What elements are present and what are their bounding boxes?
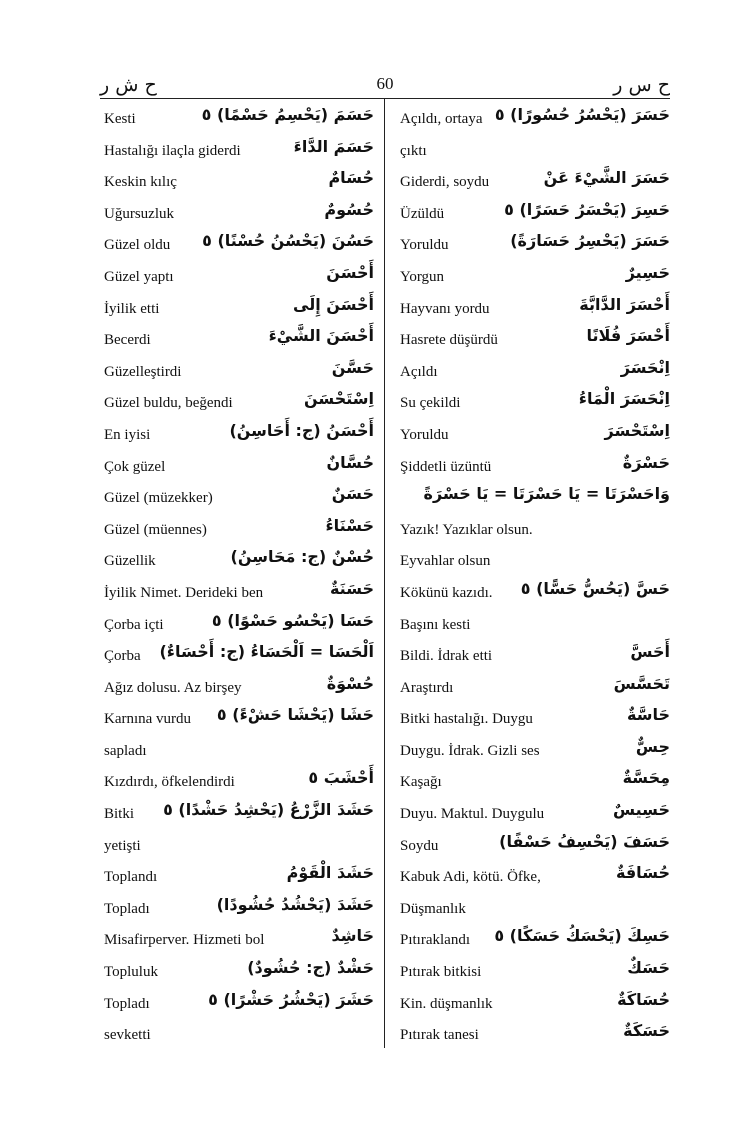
entry-translation: Bitki [104,806,135,823]
entry-translation: Düşmanlık [400,900,466,917]
entry-arabic: حَسَرَ الشَّيْءَ عَنْ [543,168,670,188]
entry-translation: sevketti [104,1027,151,1044]
entry-arabic: حُسَّانٌ [326,452,374,472]
right-column [400,104,670,1052]
entry-arabic: حِسٌّ [635,736,670,756]
dictionary-entry [104,767,374,799]
entry-translation: Hastalığı ilaçla giderdi [104,142,241,159]
entry-arabic: حَسَنَةٌ [329,578,374,598]
dictionary-entry [104,104,374,136]
entry-arabic: حَسَمَ الدَّاءَ [293,136,374,156]
entry-arabic: حَاسَّةٌ [627,705,670,725]
dictionary-entry [104,799,374,831]
entry-translation: Güzel (müzekker) [104,490,213,507]
entry-arabic: أَحْسَرَ فُلَانًا [586,326,670,346]
entry-translation: Becerdi [104,332,151,349]
dictionary-entry [104,989,374,1021]
page-number: 60 [376,74,394,93]
dictionary-entry [400,989,670,1021]
entry-arabic: حَسَرَ (يَحْسِرُ حَسَارَةً) [510,231,670,251]
entry-translation: Misafirperver. Hizmeti bol [104,932,265,949]
entry-arabic: حَسِيسٌ [613,800,670,820]
entry-arabic: اِنْحَسَرَ [620,357,670,377]
dictionary-entry [400,452,670,484]
entry-translation: Güzellik [104,553,156,570]
dictionary-entry [400,610,670,642]
entry-translation: Üzüldü [400,205,445,222]
entry-translation: Kesti [104,111,136,127]
entry-translation: Şiddetli üzüntü [400,458,492,475]
entry-arabic: حَاشِدٌ [331,926,374,946]
entry-translation: Çorba içti [104,616,164,633]
dictionary-entry [104,831,374,863]
entry-arabic: حَشَرَ (يَحْشُرُ حَشْرًا) ٥ [208,989,374,1009]
entry-arabic: حَشَدَ الزَّرْعُ (يَحْشِدُ حَشْدًا) ٥ [163,800,374,820]
entry-arabic: أَحَسَّ [630,642,670,662]
entry-arabic: أَحْسَرَ الدَّابَّةَ [579,294,670,314]
entry-translation: sapladı [104,742,147,759]
entry-arabic: اِسْتَحْسَرَ [604,420,670,440]
dictionary-entry [400,199,670,231]
entry-translation: Topluluk [104,964,158,981]
entry-arabic: أَحْسَنَ إِلَى [293,294,374,314]
entry-translation: Karnına vurdu [104,711,192,728]
entry-arabic: أَحْسَنُ (ج: أَحَاسِنُ) [229,420,374,440]
entry-translation: Güzelleştirdi [104,363,182,380]
entry-translation: çıktı [400,142,427,159]
entry-translation: Güzel (müennes) [104,521,207,538]
dictionary-entry [400,704,670,736]
header-rule [100,98,670,99]
dictionary-entry [104,578,374,610]
entry-arabic: حَسَّنَ [331,357,374,377]
entry-arabic: حُسَاكَةٌ [617,989,670,1009]
dictionary-entry [104,546,374,578]
dictionary-entry [104,357,374,389]
entry-translation: En iyisi [104,426,151,443]
entry-arabic: حَسِرَ (يَحْسَرُ حَسَرًا) ٥ [504,199,670,219]
entry-arabic: حَسَرَ (يَحْسُرُ حُسُورًا) ٥ [494,105,670,124]
entry-translation: Uğursuzluk [104,205,174,222]
entry-arabic: حَسَّ (يَحُسُّ حَسًّا) ٥ [520,578,670,598]
entry-translation: Açıldı, ortaya [400,111,483,127]
entry-translation: Kökünü kazıdı. [400,584,493,601]
entry-arabic: حُسَافَةٌ [616,863,670,883]
entry-translation: Açıldı [400,363,438,380]
dictionary-entry [400,136,670,168]
entry-arabic: تَحَسَّسَ [613,673,670,693]
dictionary-entry [104,199,374,231]
entry-translation: Topladı [104,900,150,917]
dictionary-entry [400,483,670,515]
dictionary-entry [400,357,670,389]
entry-arabic: حَشَا (يَحْشَا حَشْءً) ٥ [216,705,374,725]
header-left-letters: ح ش ر [100,74,157,96]
entry-translation: Toplandı [104,869,158,886]
entry-translation: Hasrete düşürdü [400,332,498,349]
entry-arabic: حَسَمَ (يَحْسِمُ حَسْمًا) ٥ [201,105,374,124]
dictionary-entry [104,925,374,957]
entry-translation: Pıtırak tanesi [400,1027,479,1044]
entry-arabic: مِحَسَّةٌ [622,768,670,788]
entry-arabic: حَشَدَ (يَحْشُدُ حُشُودًا) [216,894,374,914]
dictionary-entry [104,862,374,894]
entry-translation: Hayvanı yordu [400,300,490,317]
entry-translation: Bildi. İdrak etti [400,648,493,665]
entry-translation: Pıtırak bitkisi [400,964,482,981]
dictionary-entry [104,957,374,989]
dictionary-entry [104,483,374,515]
dictionary-entry [400,925,670,957]
dictionary-entry [104,673,374,705]
entry-translation: Kabuk Adi, kötü. Öfke, [400,869,541,886]
dictionary-entry [400,167,670,199]
dictionary-entry [400,420,670,452]
entry-arabic: أَحْسَنَ الشَّيْءَ [268,326,374,346]
header-right-letters: ح س ر [613,74,670,96]
dictionary-entry [104,167,374,199]
entry-translation: Duygu. İdrak. Gizli ses [400,742,540,759]
page-header [100,74,670,96]
dictionary-entry [400,515,670,547]
dictionary-entry [400,325,670,357]
dictionary-entry [400,767,670,799]
entry-arabic: حَشَدَ الْقَوْمُ [286,863,374,883]
dictionary-entry [400,578,670,610]
entry-arabic: حَسَكَةٌ [623,1021,670,1041]
entry-translation: Güzel oldu [104,237,171,254]
entry-arabic: حُسْوَةٌ [326,673,374,693]
entry-arabic: حَسَنٌ [331,484,374,504]
entry-translation: Yoruldu [400,426,449,443]
dictionary-entry [400,104,670,136]
entry-translation: Yorgun [400,268,445,285]
entry-arabic: أَحْسَنَ [326,262,374,282]
entry-translation: Giderdi, soydu [400,174,490,191]
dictionary-entry [104,294,374,326]
entry-translation: Soydu [400,837,439,854]
entry-arabic: وَاحَسْرَتَا = يَا حَسْرَتَا = يَا حَسْرَةً [423,484,670,504]
dictionary-entry [400,894,670,926]
entry-arabic: حُسْنٌ (ج: مَحَاسِنُ) [230,547,374,567]
entry-translation: Çorba [104,648,141,665]
column-divider [384,98,385,1048]
dictionary-entry [104,452,374,484]
entry-arabic: حَسْرَةٌ [622,452,670,472]
entry-arabic: حَسْنَاءُ [325,515,374,535]
entry-translation: İyilik etti [104,300,160,317]
dictionary-entry [400,831,670,863]
dictionary-entry [400,673,670,705]
dictionary-entry [104,325,374,357]
dictionary-entry [104,1020,374,1052]
dictionary-entry [400,799,670,831]
dictionary-entry [400,862,670,894]
dictionary-entry [400,388,670,420]
entry-translation: Kin. düşmanlık [400,995,493,1012]
dictionary-entry [104,641,374,673]
dictionary-entry [104,704,374,736]
entry-translation: Yoruldu [400,237,449,254]
entry-translation: Eyvahlar olsun [400,553,491,570]
entry-translation: Keskin kılıç [104,174,177,191]
dictionary-entry [104,736,374,768]
entry-translation: Pıtıraklandı [400,932,470,949]
entry-translation: Su çekildi [400,395,461,412]
entry-translation: Güzel yaptı [104,268,174,285]
dictionary-entry [400,641,670,673]
dictionary-entry [104,230,374,262]
entry-arabic: حُسَامٌ [328,168,374,188]
dictionary-entry [400,1020,670,1052]
dictionary-entry [104,894,374,926]
entry-translation: Araştırdı [400,679,454,696]
dictionary-entry [104,388,374,420]
entry-arabic: اِسْتَحْسَنَ [304,389,374,409]
entry-translation: Yazık! Yazıklar olsun. [400,521,533,538]
dictionary-entry [400,546,670,578]
entry-translation: Topladı [104,995,150,1012]
entry-translation: Kızdırdı, öfkelendirdi [104,774,235,791]
entry-translation: Güzel buldu, beğendi [104,395,233,412]
entry-arabic: حَشْدٌ (ج: حُشُودٌ) [247,958,374,978]
entry-arabic: اِنْحَسَرَ الْمَاءُ [578,389,670,409]
dictionary-entry [400,262,670,294]
entry-arabic: حَسَكٌ [627,958,670,978]
entry-translation: Bitki hastalığı. Duygu [400,711,533,728]
entry-translation: Ağız dolusu. Az birşey [104,679,242,696]
entry-arabic: أَحْشَبَ ٥ [308,768,374,788]
entry-arabic: حَسِيرٌ [625,262,670,282]
entry-arabic: حُسُومٌ [324,199,374,219]
dictionary-entry [104,262,374,294]
left-column [104,104,374,1052]
entry-arabic: حَسَا (يَحْسُو حَسْوًا) ٥ [211,610,374,630]
entry-translation: İyilik Nimet. Derideki ben [104,584,264,601]
dictionary-entry [400,294,670,326]
dictionary-entry [104,420,374,452]
dictionary-entry [400,230,670,262]
entry-arabic: حَسَفَ (يَحْسِفُ حَسْفًا) [499,831,670,851]
entry-translation: Başını kesti [400,616,471,633]
entry-translation: Çok güzel [104,458,166,475]
entry-translation: Kaşağı [400,774,442,791]
dictionary-entry [400,736,670,768]
entry-translation: Duyu. Maktul. Duygulu [400,806,545,823]
entry-arabic: اَلْحَسَا = اَلْحَسَاءُ (ج: أَحْسَاءٌ) [159,642,374,662]
dictionary-entry [104,136,374,168]
dictionary-entry [104,515,374,547]
entry-arabic: حَسُنَ (يَحْسُنُ حُسْنًا) ٥ [202,231,374,251]
dictionary-entry [104,610,374,642]
entry-translation: yetişti [104,837,141,854]
entry-arabic: حَسِكَ (يَحْسَكُ حَسَكًا) ٥ [494,926,670,946]
dictionary-entry [400,957,670,989]
